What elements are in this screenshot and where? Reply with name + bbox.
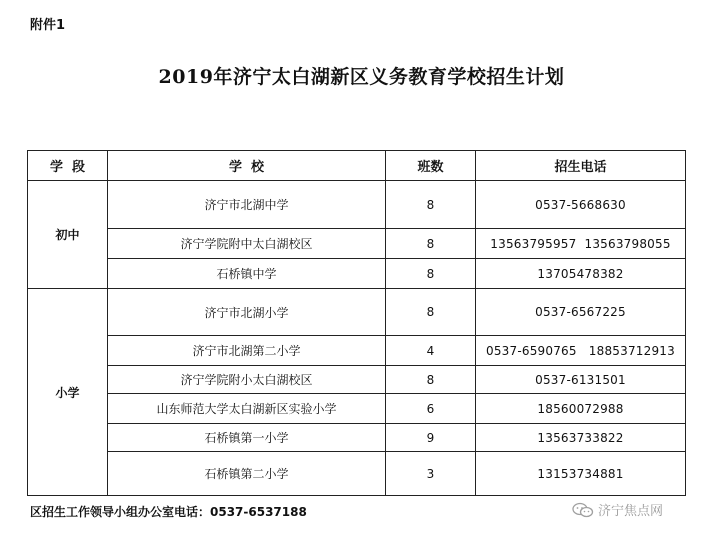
- classes-cell: 4: [386, 336, 476, 366]
- classes-cell: 8: [386, 181, 476, 229]
- school-cell: 济宁市北湖第二小学: [108, 336, 386, 366]
- stage-cell-junior: 初中: [28, 181, 108, 289]
- table-row: [28, 229, 686, 259]
- classes-cell: 8: [386, 289, 476, 336]
- office-phone-note: 区招生工作领导小组办公室电话：0537-6537188: [30, 505, 307, 519]
- phone-cell: 13563733822: [476, 424, 686, 452]
- attachment-label: 附件1: [30, 18, 66, 33]
- table-row: [28, 452, 686, 496]
- header-phone: 招生电话: [476, 151, 686, 181]
- school-cell: 山东师范大学太白湖新区实验小学: [108, 394, 386, 424]
- school-cell: 石桥镇中学: [108, 259, 386, 289]
- school-cell: 石桥镇第一小学: [108, 424, 386, 452]
- phone-cell: 0537-6590765 18853712913: [476, 336, 686, 366]
- header-school: 学 校: [108, 151, 386, 181]
- school-cell: 济宁学院附小太白湖校区: [108, 366, 386, 394]
- classes-cell: 6: [386, 394, 476, 424]
- document-title: 2019年济宁太白湖新区义务教育学校招生计划: [158, 66, 565, 88]
- table-row: [28, 259, 686, 289]
- classes-cell: 8: [386, 259, 476, 289]
- phone-cell: 13153734881: [476, 452, 686, 496]
- header-stage: 学 段: [28, 151, 108, 181]
- table-row: [28, 366, 686, 394]
- table-row: [28, 424, 686, 452]
- table-row: [28, 394, 686, 424]
- classes-cell: 9: [386, 424, 476, 452]
- enrollment-plan-table: [27, 150, 686, 496]
- table-row: [28, 181, 686, 229]
- wechat-icon: [572, 502, 594, 518]
- watermark: [572, 500, 663, 519]
- school-cell: 济宁学院附中太白湖校区: [108, 229, 386, 259]
- school-cell: 济宁市北湖小学: [108, 289, 386, 336]
- phone-cell: 13563795957 13563798055: [476, 229, 686, 259]
- table-row: [28, 336, 686, 366]
- watermark-text: 济宁焦点网: [598, 504, 664, 519]
- stage-cell-primary: 小学: [28, 289, 108, 496]
- phone-cell: 0537-6567225: [476, 289, 686, 336]
- school-cell: 石桥镇第二小学: [108, 452, 386, 496]
- table-row: [28, 289, 686, 336]
- phone-cell: 13705478382: [476, 259, 686, 289]
- header-classes: 班数: [386, 151, 476, 181]
- classes-cell: 3: [386, 452, 476, 496]
- school-cell: 济宁市北湖中学: [108, 181, 386, 229]
- table-header-row: [28, 151, 686, 181]
- phone-cell: 0537-6131501: [476, 366, 686, 394]
- phone-cell: 0537-5668630: [476, 181, 686, 229]
- classes-cell: 8: [386, 229, 476, 259]
- phone-cell: 18560072988: [476, 394, 686, 424]
- classes-cell: 8: [386, 366, 476, 394]
